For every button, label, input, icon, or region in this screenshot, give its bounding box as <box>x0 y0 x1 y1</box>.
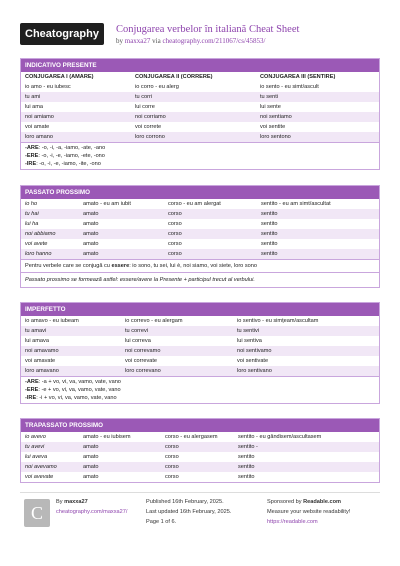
table-row <box>21 462 379 472</box>
table-cell: tu sentivi <box>237 328 260 334</box>
cheatography-c-icon: C <box>24 499 50 527</box>
sponsor-name[interactable]: Readable.com <box>303 499 342 505</box>
footer-author <box>56 497 127 517</box>
note-text: : io sono, tu sei, lui è, noi siamo, voi siete, loro sono <box>129 263 257 269</box>
table-cell: io amavo - eu iubeam <box>25 318 79 324</box>
table-row <box>21 92 379 102</box>
table-cell: lui amava <box>25 338 49 344</box>
table-cell: corso <box>168 241 182 247</box>
ending-label: -ERE <box>25 153 39 159</box>
table-cell: loro amavano <box>25 368 59 374</box>
table-cell: amato <box>83 454 99 460</box>
table-row <box>21 442 379 452</box>
table-cell: noi amiamo <box>25 114 54 120</box>
table-cell: tu senti <box>260 94 279 100</box>
note-bold: essere <box>111 263 130 269</box>
table-row <box>21 452 379 462</box>
table-cell: sentito <box>238 454 255 460</box>
table-cell: sentito <box>238 474 255 480</box>
ending-text: : -a + vo, vi, va, vamo, vate, vano <box>38 379 121 385</box>
table-cell: lui ha <box>25 221 39 227</box>
ending-line <box>25 394 375 402</box>
column-header: CONJUGAREA II (CORRERE) <box>135 74 213 80</box>
section-title: PASSATO PROSSIMO <box>21 186 379 199</box>
ending-line <box>25 152 375 160</box>
endings-note <box>21 143 379 169</box>
table-row <box>21 132 379 142</box>
table-row <box>21 249 379 259</box>
ending-text: : -o, -i, -e, -iamo, -ite, -ono <box>36 161 101 167</box>
table-cell: sentito - eu am simt/ascultat <box>261 201 331 207</box>
section-passato-prossimo <box>20 185 380 288</box>
by-label: By <box>56 499 63 505</box>
ending-label: -ERE <box>25 387 39 393</box>
endings-note <box>21 377 379 403</box>
ending-text: : -e + vo, vi, va, vamo, vate, vano <box>38 387 121 393</box>
formation-note: Passato prossimo se formează astfel: essere/avere la Presente + participul trecut al verbului. <box>25 277 255 283</box>
via-label: via <box>152 37 161 45</box>
table-cell: loro sentivano <box>237 368 272 374</box>
table-cell: lui ama <box>25 104 44 110</box>
table-cell: corso <box>165 464 179 470</box>
section-trapassato-prossimo <box>20 418 380 483</box>
cheatography-logo[interactable]: Cheatography <box>20 23 104 45</box>
footer-author-name[interactable]: maxxa27 <box>64 499 88 505</box>
table-cell: voi correvate <box>125 358 158 364</box>
table-cell: noi abbiamo <box>25 231 56 237</box>
author-link[interactable]: maxxa27 <box>124 37 151 45</box>
table-row <box>21 366 379 376</box>
table-header-row <box>21 72 379 82</box>
ending-label: -ARE <box>25 379 39 385</box>
table-row <box>21 346 379 356</box>
footer-author-link[interactable]: cheatography.com/maxxa27/ <box>56 509 128 515</box>
table-cell: noi sentivamo <box>237 348 272 354</box>
table-cell: voi amavate <box>25 358 56 364</box>
table-row <box>21 112 379 122</box>
ending-text: : -o, -i, -e, -iamo, -ete, -ono <box>38 153 105 159</box>
page-footer <box>20 492 380 553</box>
table-row <box>21 219 379 229</box>
ending-line <box>25 144 375 152</box>
updated-date: Last updated 16th February, 2025. <box>146 509 232 515</box>
table-cell: sentito <box>261 221 278 227</box>
table-cell: noi avevamo <box>25 464 57 470</box>
ending-line <box>25 386 375 394</box>
note-text: Pentru verbele care se conjugă cu <box>25 263 112 269</box>
table-cell: voi sentivate <box>237 358 269 364</box>
table-row <box>21 336 379 346</box>
table-row <box>21 122 379 132</box>
table-cell: io avevo <box>25 434 46 440</box>
table-cell: corso - eu am alergat <box>168 201 221 207</box>
section-imperfetto <box>20 302 380 404</box>
table-cell: corso <box>168 211 182 217</box>
table-cell: lui correva <box>125 338 151 344</box>
table-cell: sentito - <box>238 444 258 450</box>
ending-label: -ARE <box>25 145 39 151</box>
page-title: Conjugarea verbelor în italiană Cheat Sheet <box>116 24 300 35</box>
table-cell: voi avevate <box>25 474 54 480</box>
page-header <box>0 0 400 52</box>
table-row <box>21 356 379 366</box>
table-cell: tu avevi <box>25 444 45 450</box>
table-cell: sentito <box>261 231 278 237</box>
table-cell: io correvo - eu alergam <box>125 318 183 324</box>
table-cell: amato <box>83 474 99 480</box>
table-cell: io sento - eu simt/ascult <box>260 84 319 90</box>
by-label: by <box>116 37 123 45</box>
table-cell: tu ami <box>25 94 41 100</box>
table-cell: lui sente <box>260 104 281 110</box>
table-cell: voi amate <box>25 124 50 130</box>
essere-note <box>21 260 379 272</box>
table-cell: voi sentite <box>260 124 286 130</box>
table-row <box>21 209 379 219</box>
byline <box>116 37 265 45</box>
sponsor-label: Sponsored by <box>267 499 304 505</box>
table-row <box>21 316 379 326</box>
table-cell: amato <box>83 241 99 247</box>
table-cell: loro amano <box>25 134 53 140</box>
section-indicativo-presente <box>20 58 380 170</box>
table-cell: amato - eu am iubit <box>83 201 131 207</box>
ending-text: : -o, -i, -a, -iamo, -ate, -ano <box>38 145 106 151</box>
table-row <box>21 239 379 249</box>
table-cell: loro sentono <box>260 134 291 140</box>
footer-dates <box>146 497 231 527</box>
ending-line <box>25 378 375 386</box>
published-date: Published 16th February, 2025. <box>146 499 224 505</box>
table-cell: noi amavamo <box>25 348 59 354</box>
table-cell: corso <box>168 231 182 237</box>
table-cell: lui aveva <box>25 454 48 460</box>
ending-line <box>25 160 375 168</box>
table-cell: corso <box>165 474 179 480</box>
table-cell: corso <box>168 221 182 227</box>
table-cell: corso <box>165 454 179 460</box>
table-cell: corso <box>168 251 182 257</box>
page-number: Page 1 of 6. <box>146 519 177 525</box>
table-cell: amato <box>83 211 99 217</box>
table-cell: tu hai <box>25 211 39 217</box>
table-row <box>21 82 379 92</box>
table-cell: sentito <box>261 211 278 217</box>
table-row <box>21 472 379 482</box>
table-cell: noi correvamo <box>125 348 161 354</box>
table-cell: sentito - eu gândisem/ascultasem <box>238 434 322 440</box>
table-cell: amato <box>83 464 99 470</box>
column-header: CONJUGAREA III (SENTIRE) <box>260 74 336 80</box>
table-cell: loro corrono <box>135 134 165 140</box>
table-cell: lui sentiva <box>237 338 262 344</box>
table-cell: voi avete <box>25 241 48 247</box>
table-cell: amato <box>83 251 99 257</box>
table-cell: amato <box>83 231 99 237</box>
table-cell: corso <box>165 444 179 450</box>
table-cell: io sentivo - eu simțeam/ascultam <box>237 318 319 324</box>
section-title: IMPERFETTO <box>21 303 379 316</box>
table-cell: noi corriamo <box>135 114 166 120</box>
section-title: INDICATIVO PRESENTE <box>21 59 379 72</box>
sheet-url-link[interactable]: cheatography.com/211067/cs/45853/ <box>162 37 266 45</box>
table-cell: sentito <box>238 464 255 470</box>
ending-label: -IRE <box>25 161 37 167</box>
table-cell: sentito <box>261 251 278 257</box>
ending-text: : -i + vo, vi, va, vamo, vate, vano <box>36 395 117 401</box>
sponsor-tagline: Measure your website readability! <box>267 509 351 515</box>
footer-sponsor <box>267 497 350 527</box>
table-row <box>21 229 379 239</box>
table-cell: lui corre <box>135 104 155 110</box>
table-cell: amato <box>83 221 99 227</box>
table-cell: io ho <box>25 201 38 207</box>
table-cell: amato - eu iubisem <box>83 434 131 440</box>
table-row <box>21 432 379 442</box>
table-row <box>21 199 379 209</box>
sponsor-link[interactable]: https://readable.com <box>267 519 318 525</box>
table-row <box>21 326 379 336</box>
table-cell: voi correte <box>135 124 162 130</box>
section-title: TRAPASSATO PROSSIMO <box>21 419 379 432</box>
ending-label: -IRE <box>25 395 37 401</box>
table-cell: amato <box>83 444 99 450</box>
table-cell: loro hanno <box>25 251 52 257</box>
table-cell: io amo - eu iubesc <box>25 84 71 90</box>
table-cell: corso - eu alergasem <box>165 434 218 440</box>
table-cell: tu amavi <box>25 328 47 334</box>
column-header: CONJUGAREA I (AMARE) <box>25 74 94 80</box>
table-cell: tu correvi <box>125 328 149 334</box>
table-cell: io corro - eu alerg <box>135 84 179 90</box>
table-cell: sentito <box>261 241 278 247</box>
table-row <box>21 102 379 112</box>
table-cell: tu corri <box>135 94 153 100</box>
table-cell: loro correvano <box>125 368 161 374</box>
table-cell: noi sentiamo <box>260 114 292 120</box>
